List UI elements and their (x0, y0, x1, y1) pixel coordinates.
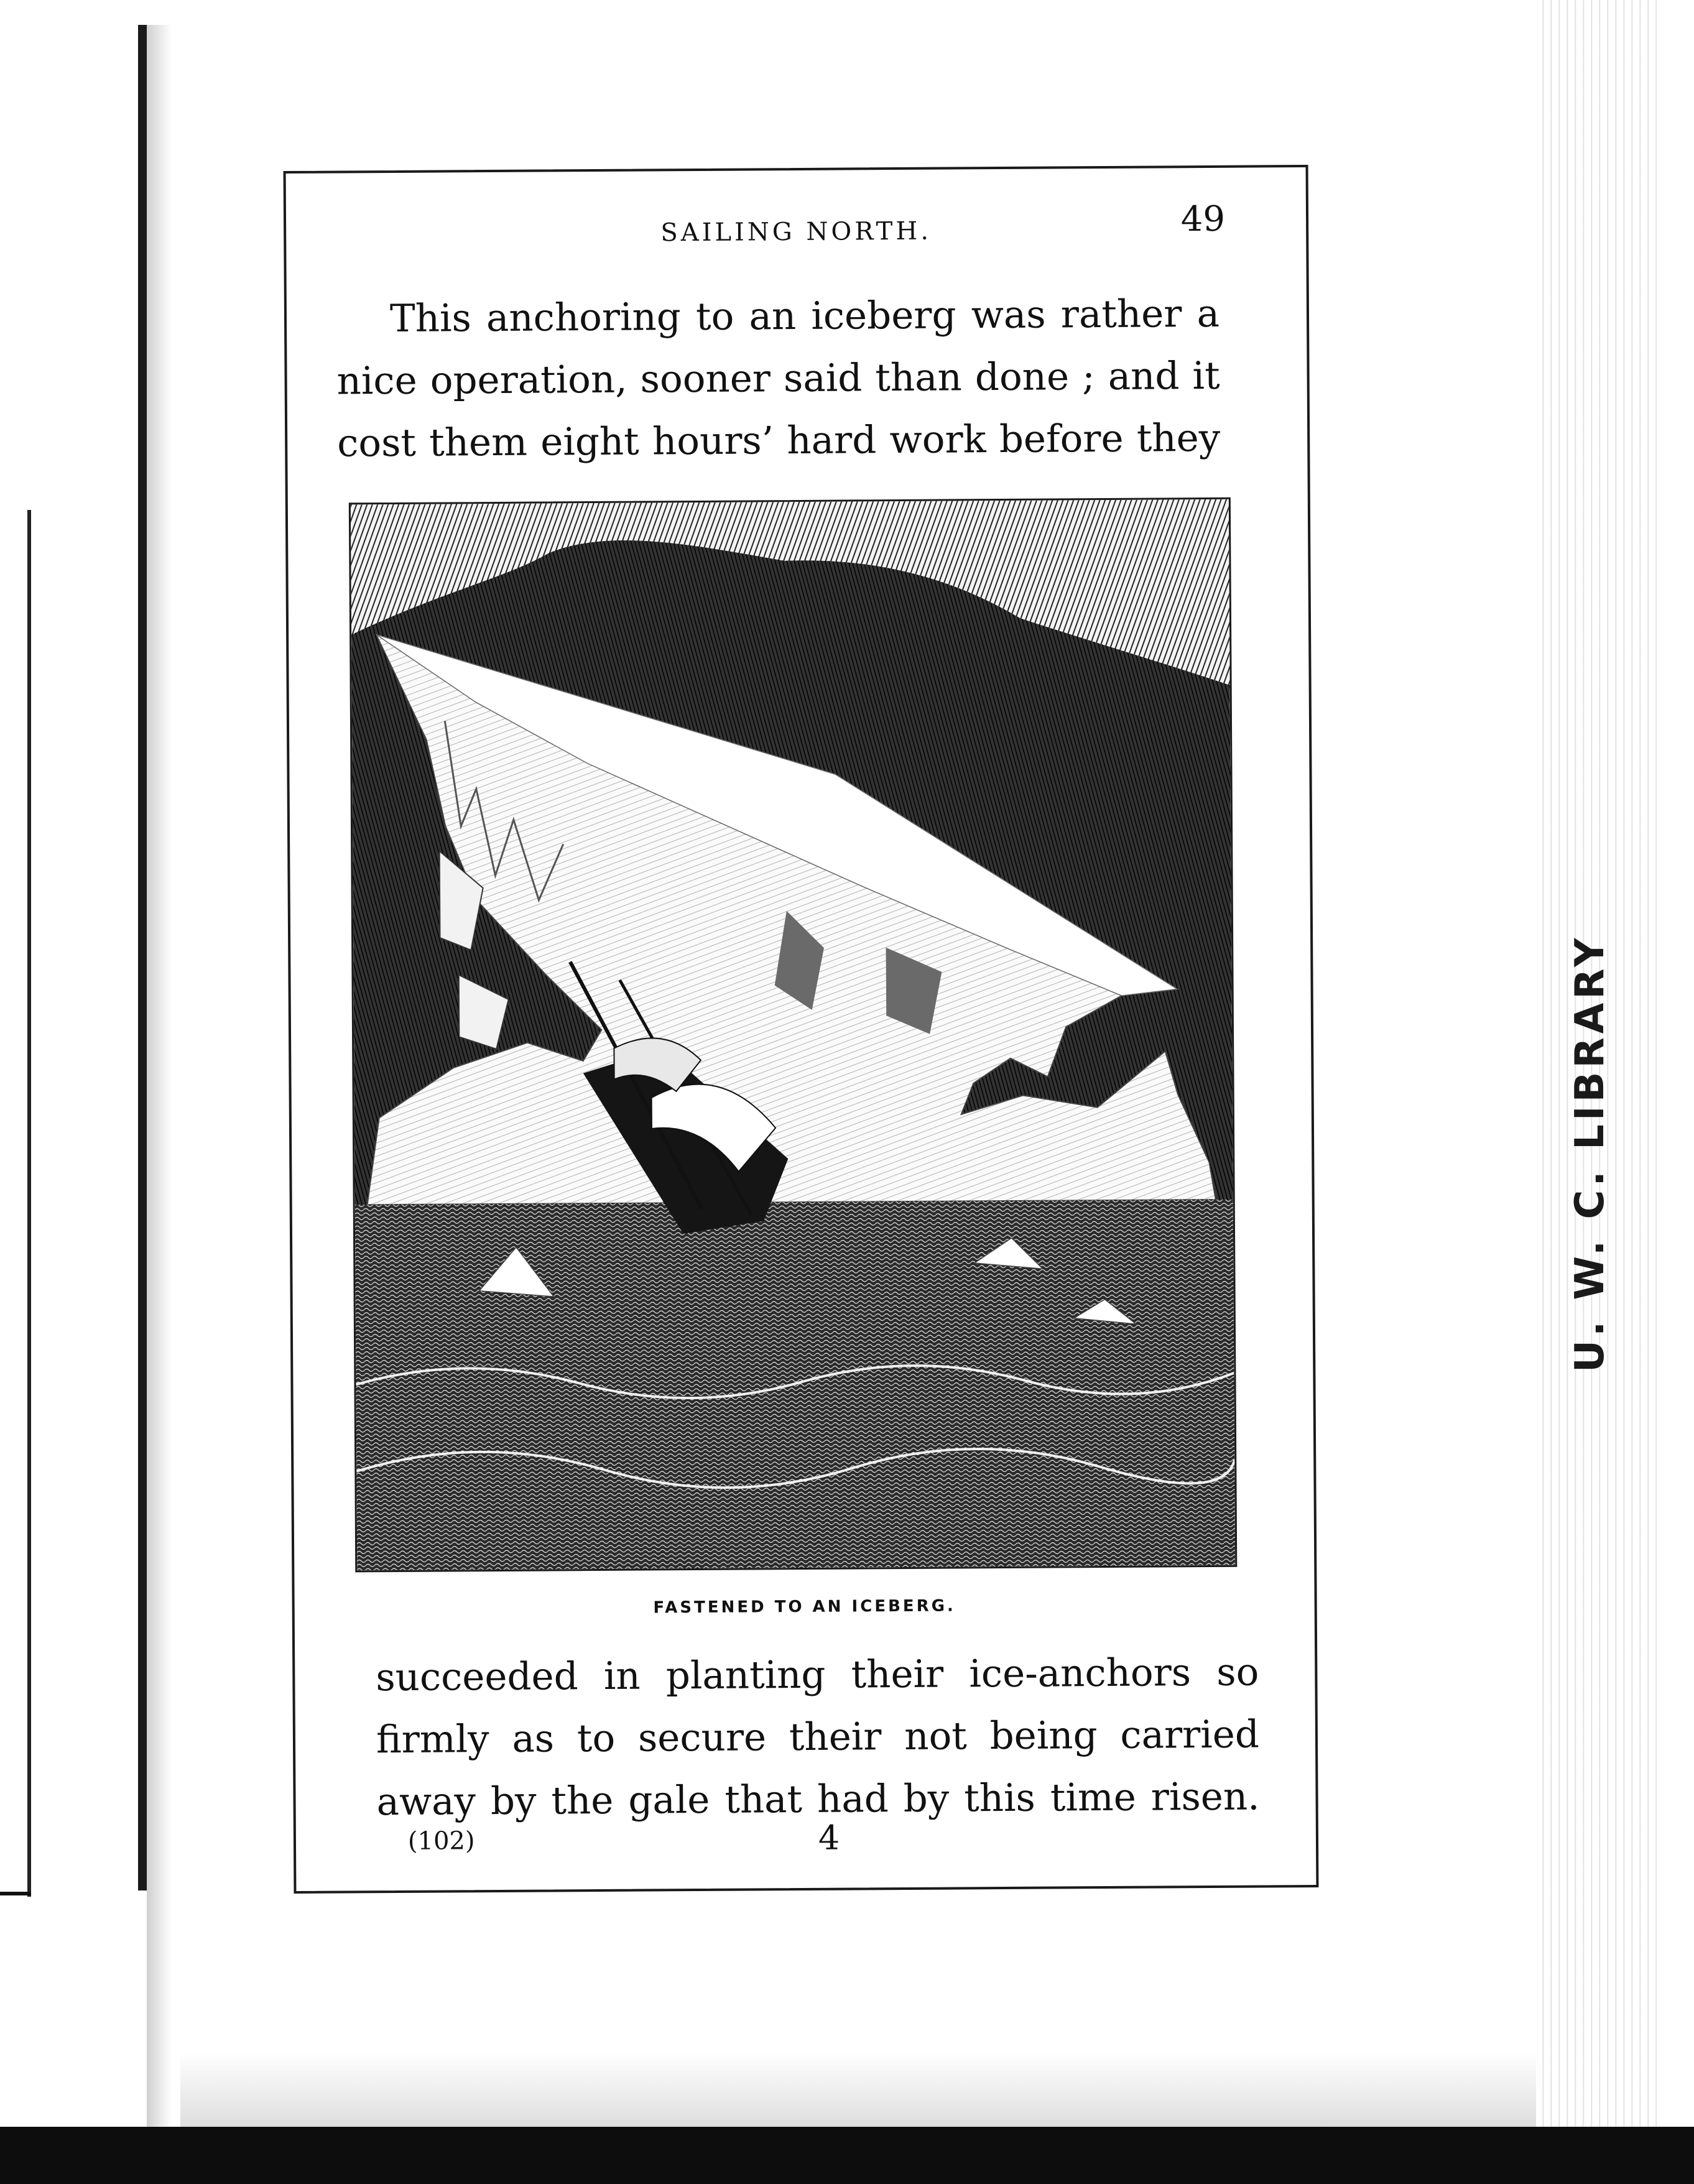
book-gutter (138, 25, 147, 1890)
iceberg-engraving (349, 497, 1237, 1573)
text-line: away by the gale that had by this time risen. (376, 1774, 1260, 1825)
page-number: 49 (1180, 198, 1226, 240)
page-bottom-shadow (180, 2052, 1536, 2127)
printed-page (284, 165, 1319, 1894)
text-line: cost them eight hours’ hard work before they (337, 415, 1221, 466)
running-head: SAILING NORTH. (660, 216, 932, 248)
paragraph-bottom (376, 1642, 1260, 1834)
scan-bottom-border (0, 2127, 1694, 2184)
left-page-rule (0, 1892, 31, 1895)
gutter-shadow (147, 25, 172, 2127)
illustration-caption: FASTENED TO AN ICEBERG. (653, 1596, 956, 1617)
left-page-border (27, 510, 31, 1897)
text-line: This anchoring to an iceberg was rather a (389, 291, 1220, 341)
left-facing-page-edge (0, 0, 180, 2184)
signature-mark: (102) (407, 1826, 475, 1856)
text-line: firmly as to secure their not being carried (376, 1712, 1260, 1762)
text-line: nice operation, sooner said than done ; and it (336, 353, 1220, 404)
engraving-illustration (351, 499, 1235, 1571)
paragraph-top (336, 283, 1221, 475)
outer-margin (1657, 0, 1694, 2184)
signature-number: 4 (818, 1818, 840, 1858)
text-line: succeeded in planting their ice-anchors so (376, 1650, 1259, 1700)
library-stamp: U. W. C. LIBRARY (1567, 934, 1613, 1373)
